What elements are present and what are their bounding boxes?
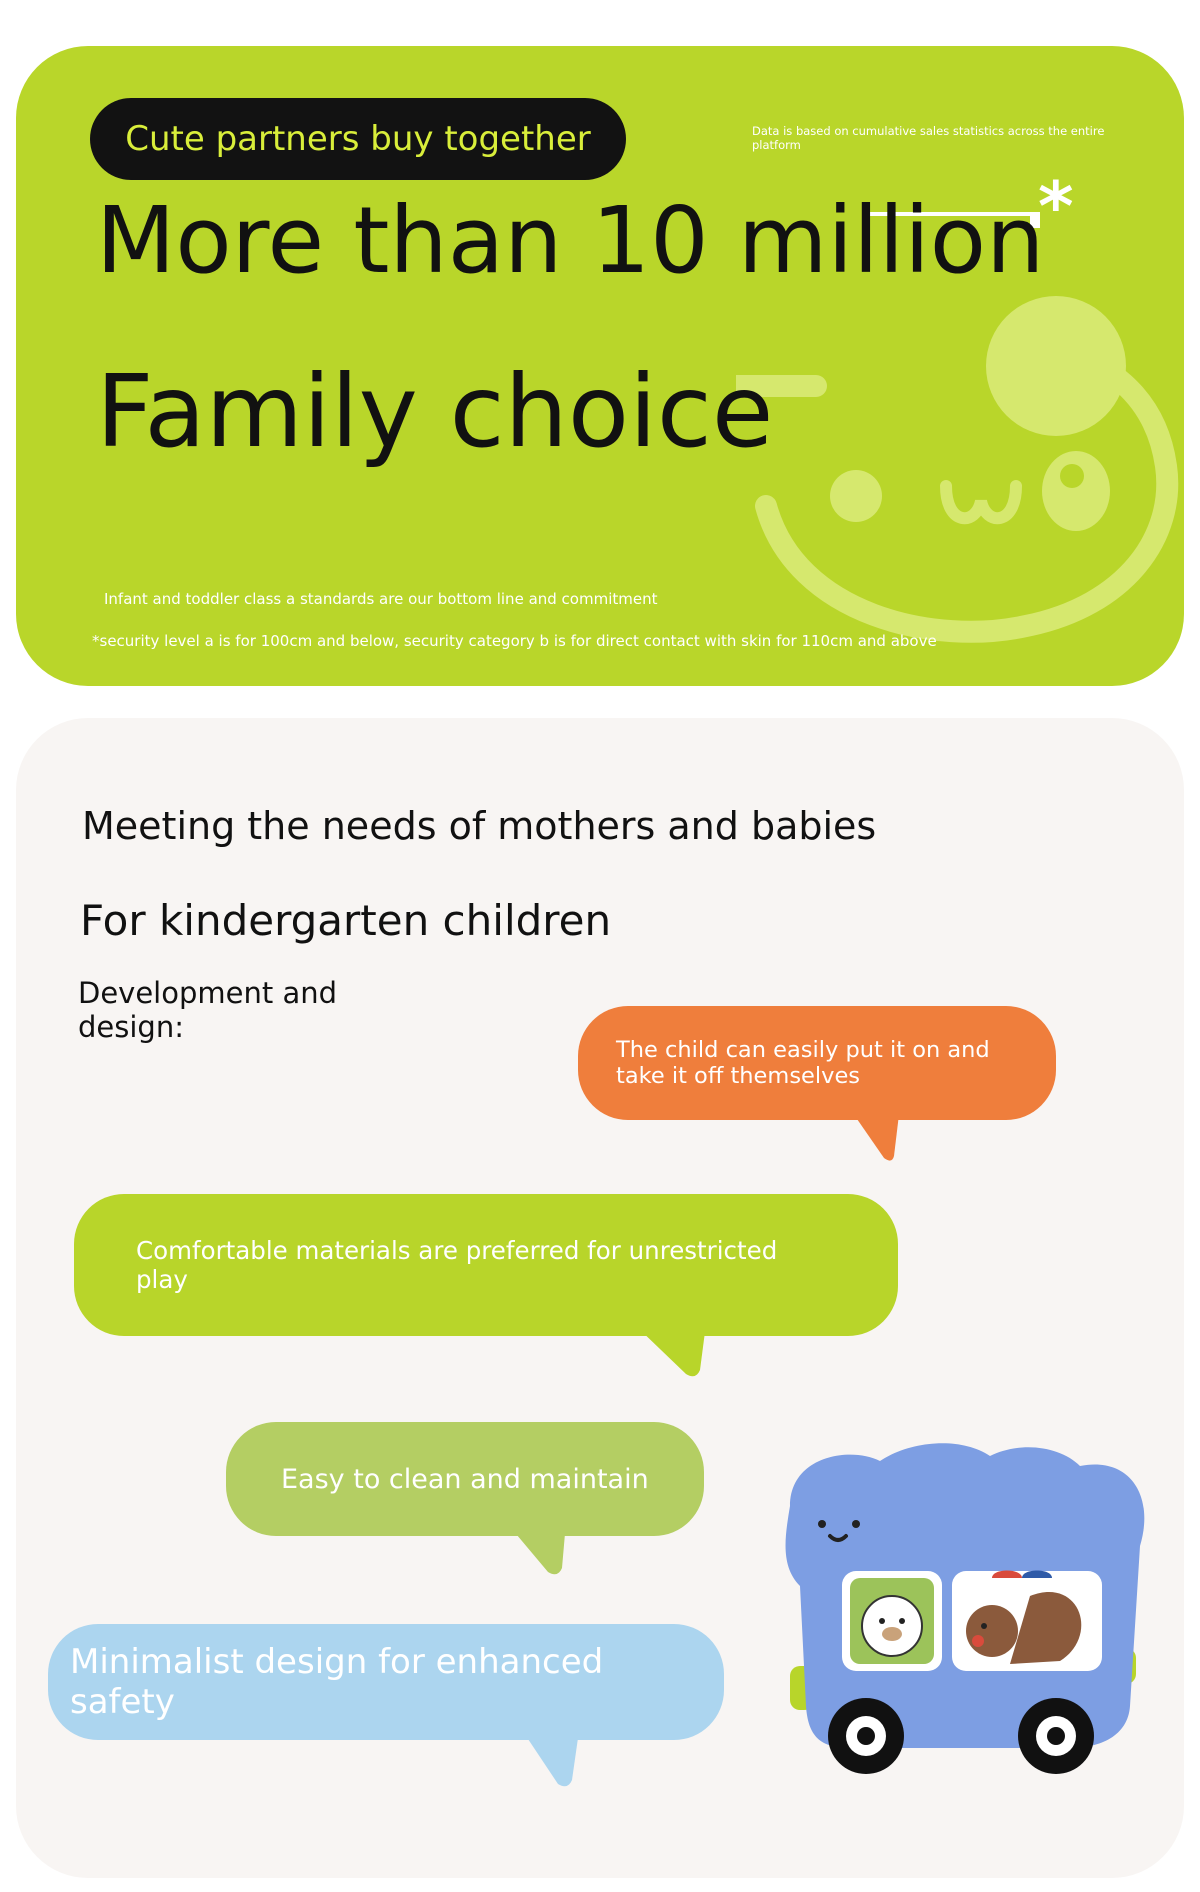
bubble-comfortable [74,1194,898,1336]
heading-kindergarten: For kindergarten children [80,896,612,945]
bubble-easy-wear [578,1006,1056,1120]
bubble-text: The child can easily put it on and take it off themselves [616,1037,990,1089]
bear-face-icon [736,286,1184,686]
data-note: Data is based on cumulative sales statistics across the entire platform [752,124,1105,152]
animal-bus-illustration [760,1436,1160,1786]
standards-text: Infant and toddler class a standards are our bottom line and commitment [104,590,658,608]
bubble-easy-clean [226,1422,704,1536]
bubble-text: Comfortable materials are preferred for unrestricted play [136,1236,778,1294]
heading-mothers-babies: Meeting the needs of mothers and babies [82,804,877,848]
headline-family-choice: Family choice [96,353,774,470]
bubble-tail [634,1324,724,1384]
bubble-tail [848,1106,918,1166]
squirrel [966,1605,1018,1657]
bubble-text: Minimalist design for enhanced safety [70,1642,604,1722]
bus-eye-right [852,1520,860,1528]
headline-million: More than 10 million [96,187,1045,294]
bubble-tail [518,1724,598,1794]
bubble-text: Easy to clean and maintain [281,1463,649,1495]
asterisk-icon: * [1038,168,1074,247]
bubble-tail [506,1522,586,1582]
pill-badge: Cute partners buy together [90,98,626,180]
bubble-minimalist [48,1624,724,1740]
polar-bear [862,1596,922,1656]
bus-eye-left [818,1520,826,1528]
heading-development: Development and design: [78,976,338,1044]
security-footnote: *security level a is for 100cm and below, security category b is for direct contact with skin for 110cm and above [92,632,937,650]
